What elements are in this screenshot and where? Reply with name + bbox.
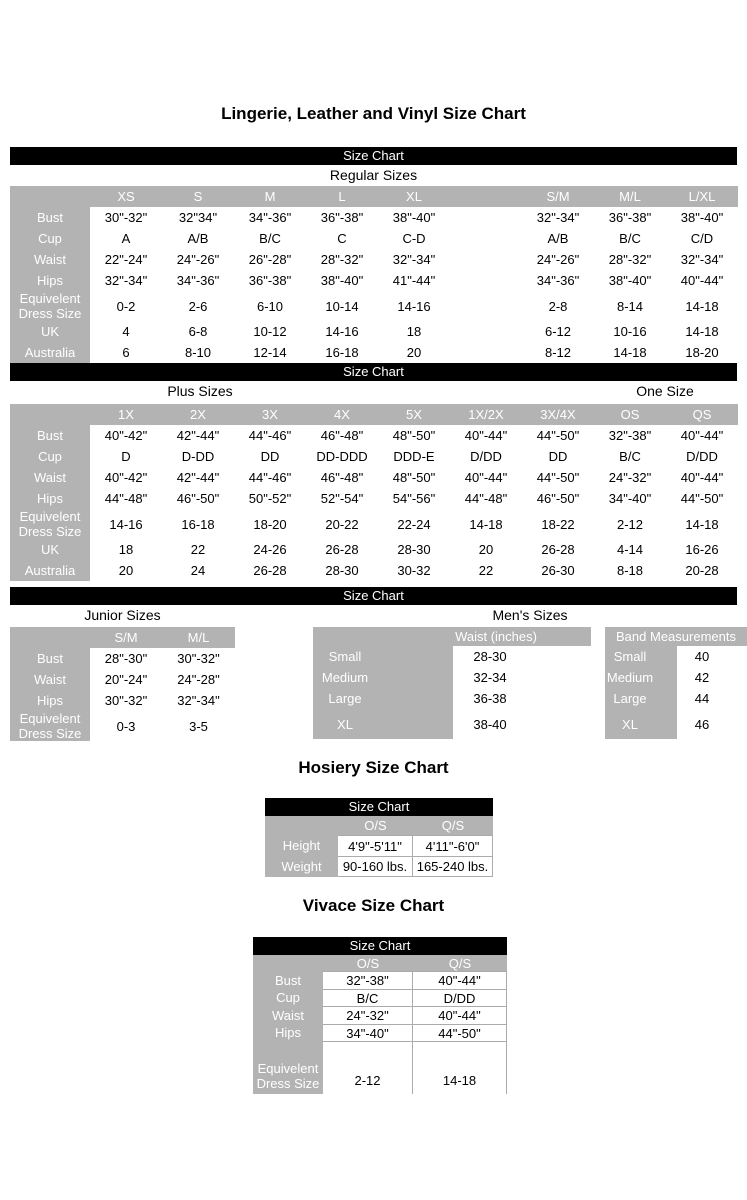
table-cell: A bbox=[90, 228, 162, 249]
table-cell: 30-32 bbox=[378, 560, 450, 581]
row-label: Medium bbox=[605, 667, 677, 688]
table-cell: C-D bbox=[378, 228, 450, 249]
table-cell: 26-28 bbox=[234, 560, 306, 581]
mens-table-gap bbox=[591, 646, 605, 667]
table-cell: D/DD bbox=[450, 446, 522, 467]
table-cell: 22 bbox=[162, 539, 234, 560]
table-cell: 6-8 bbox=[162, 321, 234, 342]
table-cell: 14-18 bbox=[666, 509, 738, 539]
table-cell: 18-20 bbox=[234, 509, 306, 539]
table-cell: 40"-44" bbox=[450, 467, 522, 488]
table-cell: B/C bbox=[594, 446, 666, 467]
table-cell: 24"-32" bbox=[594, 467, 666, 488]
table-cell: 38"-40" bbox=[378, 207, 450, 228]
mens-sizes-title: Men's Sizes bbox=[492, 607, 568, 623]
hosiery-table bbox=[265, 816, 493, 877]
table-cell: 24"-28" bbox=[162, 669, 235, 690]
column-header: 4X bbox=[306, 404, 378, 425]
column-header: O/S bbox=[338, 816, 413, 835]
table-cell: 14-18 bbox=[450, 509, 522, 539]
table-cell: 40"-44" bbox=[413, 971, 507, 989]
table-cell: 46"-50" bbox=[522, 488, 594, 509]
table-cell: 42"-44" bbox=[162, 467, 234, 488]
table-cell: 26"-28" bbox=[234, 249, 306, 270]
table-cell: 2-12 bbox=[323, 1041, 413, 1094]
table-cell: B/C bbox=[234, 228, 306, 249]
table-cell: 32"-38" bbox=[323, 971, 413, 989]
column-header: L bbox=[306, 186, 378, 207]
table-cell: 40"-44" bbox=[666, 425, 738, 446]
table-cell: 48"-50" bbox=[378, 467, 450, 488]
table-cell bbox=[450, 270, 522, 291]
regular-sizes-title: Regular Sizes bbox=[329, 167, 418, 183]
table-cell: DD bbox=[522, 446, 594, 467]
column-header: L/XL bbox=[666, 186, 738, 207]
table-cell: 10-12 bbox=[234, 321, 306, 342]
table-cell: 24-26 bbox=[234, 539, 306, 560]
regular-sizes-table bbox=[10, 186, 737, 363]
row-label: Hips bbox=[10, 690, 90, 711]
table-cell: 22"-24" bbox=[90, 249, 162, 270]
table-cell: 50"-52" bbox=[234, 488, 306, 509]
table-cell: 32"-34" bbox=[162, 690, 235, 711]
column-header: XS bbox=[90, 186, 162, 207]
column-header: Q/S bbox=[413, 816, 493, 835]
column-header: 2X bbox=[162, 404, 234, 425]
row-label: Bust bbox=[10, 207, 90, 228]
column-header: M/L bbox=[594, 186, 666, 207]
table-cell: C/D bbox=[666, 228, 738, 249]
table-cell: 24 bbox=[162, 560, 234, 581]
column-header: XL bbox=[378, 186, 450, 207]
table-cell: 6 bbox=[90, 342, 162, 363]
column-header: M/L bbox=[162, 627, 235, 648]
table-cell: 36"-38" bbox=[306, 207, 378, 228]
table-cell: 28"-32" bbox=[306, 249, 378, 270]
table-cell: 36"-38" bbox=[594, 207, 666, 228]
one-size-title: One Size bbox=[636, 383, 694, 399]
table-cell: 8-14 bbox=[594, 291, 666, 321]
table-cell: 34"-40" bbox=[594, 488, 666, 509]
table-cell bbox=[450, 228, 522, 249]
table-cell: 18 bbox=[378, 321, 450, 342]
table-cell: 2-8 bbox=[522, 291, 594, 321]
table-cell: DDD-E bbox=[378, 446, 450, 467]
table-cell: D-DD bbox=[162, 446, 234, 467]
column-header bbox=[10, 186, 90, 207]
table-cell: 34"-36" bbox=[162, 270, 234, 291]
plus-sizes-title: Plus Sizes bbox=[167, 383, 233, 399]
column-header: S/M bbox=[522, 186, 594, 207]
table-cell: 44"-46" bbox=[234, 425, 306, 446]
table-cell: 40"-44" bbox=[450, 425, 522, 446]
table-cell: A/B bbox=[162, 228, 234, 249]
mens-table-gap bbox=[591, 688, 605, 709]
row-label: XL bbox=[605, 709, 677, 739]
row-label: Waist bbox=[253, 1006, 323, 1024]
table-cell: 20 bbox=[90, 560, 162, 581]
table-cell: 24"-32" bbox=[323, 1006, 413, 1024]
size-chart-page bbox=[10, 0, 737, 1094]
row-label: Large bbox=[605, 688, 677, 709]
column-header: M bbox=[234, 186, 306, 207]
table-cell: 46"-48" bbox=[306, 425, 378, 446]
table-cell: 8-10 bbox=[162, 342, 234, 363]
table-cell: 14-16 bbox=[306, 321, 378, 342]
table-cell: 46"-50" bbox=[162, 488, 234, 509]
junior-sizes-title: Junior Sizes bbox=[84, 607, 161, 623]
vivace-section bbox=[253, 937, 507, 1094]
junior-sizes-section bbox=[10, 606, 235, 741]
row-label: Cup bbox=[10, 446, 90, 467]
table-cell: 44"-50" bbox=[413, 1024, 507, 1041]
table-cell: 20 bbox=[450, 539, 522, 560]
table-cell: 32"-34" bbox=[90, 270, 162, 291]
corner-header bbox=[253, 955, 323, 971]
table-cell: 18-20 bbox=[666, 342, 738, 363]
table-cell: C bbox=[306, 228, 378, 249]
table-cell bbox=[450, 291, 522, 321]
column-header: 3X bbox=[234, 404, 306, 425]
table-cell: 3-5 bbox=[162, 711, 235, 741]
table-cell: 165-240 lbs. bbox=[413, 856, 493, 877]
table-cell: 8-12 bbox=[522, 342, 594, 363]
table-cell: 41"-44" bbox=[378, 270, 450, 291]
table-cell: 34"-36" bbox=[522, 270, 594, 291]
table-cell: 20-28 bbox=[666, 560, 738, 581]
table-cell: 10-16 bbox=[594, 321, 666, 342]
table-cell: 16-18 bbox=[162, 509, 234, 539]
table-cell: 44"-50" bbox=[522, 425, 594, 446]
table-cell: A/B bbox=[522, 228, 594, 249]
plus-sizes-table bbox=[10, 404, 737, 581]
table-cell: 32"-34" bbox=[378, 249, 450, 270]
table-cell: 18-22 bbox=[522, 509, 594, 539]
mens-table-gap bbox=[591, 627, 605, 646]
table-cell: 34"-36" bbox=[234, 207, 306, 228]
table-cell: 22-24 bbox=[378, 509, 450, 539]
column-header: 3X/4X bbox=[522, 404, 594, 425]
table-cell: 26-28 bbox=[522, 539, 594, 560]
table-cell bbox=[450, 342, 522, 363]
table-cell: 38"-40" bbox=[666, 207, 738, 228]
table-cell: 20-22 bbox=[306, 509, 378, 539]
table-cell: D/DD bbox=[413, 989, 507, 1006]
row-label: Cup bbox=[253, 989, 323, 1006]
junior-mens-row bbox=[10, 606, 737, 741]
table-cell bbox=[450, 207, 522, 228]
row-label: UK bbox=[10, 321, 90, 342]
table-cell: 42 bbox=[677, 667, 747, 688]
row-label: Waist bbox=[10, 669, 90, 690]
table-cell: 14-18 bbox=[666, 291, 738, 321]
column-header: QS bbox=[666, 404, 738, 425]
row-label: Weight bbox=[265, 856, 338, 877]
row-label: Cup bbox=[10, 228, 90, 249]
mens-sizes-section bbox=[313, 606, 747, 741]
table-cell: 32"-38" bbox=[594, 425, 666, 446]
table-cell: DD bbox=[234, 446, 306, 467]
table-cell: 4-14 bbox=[594, 539, 666, 560]
table-cell: 44"-46" bbox=[234, 467, 306, 488]
corner-header bbox=[265, 816, 338, 835]
column-header: Q/S bbox=[413, 955, 507, 971]
table-cell: DD-DDD bbox=[306, 446, 378, 467]
table-cell: 44 bbox=[677, 688, 747, 709]
row-label: Bust bbox=[10, 648, 90, 669]
table-cell: 28-30 bbox=[453, 646, 591, 667]
column-header: 1X bbox=[90, 404, 162, 425]
row-label: Australia bbox=[10, 342, 90, 363]
table-cell: 4'11"-6'0" bbox=[413, 835, 493, 856]
table-cell: 2-6 bbox=[162, 291, 234, 321]
table-cell: 40"-44" bbox=[666, 467, 738, 488]
table-cell: 14-18 bbox=[413, 1041, 507, 1094]
mens-sizes-table bbox=[313, 627, 747, 739]
column-header bbox=[10, 404, 90, 425]
table-cell: 48"-50" bbox=[378, 425, 450, 446]
size-chart-bar-hosiery: Size Chart bbox=[265, 798, 493, 816]
table-cell: 42"-44" bbox=[162, 425, 234, 446]
table-cell: 38-40 bbox=[453, 709, 591, 739]
row-label: Small bbox=[605, 646, 677, 667]
row-label: XL bbox=[313, 709, 453, 739]
table-cell: 32"-34" bbox=[522, 207, 594, 228]
table-cell: 28-30 bbox=[306, 560, 378, 581]
row-label: Hips bbox=[253, 1024, 323, 1041]
mens-table-gap bbox=[591, 667, 605, 688]
row-label: Bust bbox=[253, 971, 323, 989]
column-header: 1X/2X bbox=[450, 404, 522, 425]
row-label: Bust bbox=[10, 425, 90, 446]
vivace-chart-title: Vivace Size Chart bbox=[302, 896, 445, 915]
table-cell: 0-2 bbox=[90, 291, 162, 321]
table-cell: 52"-54" bbox=[306, 488, 378, 509]
row-label: Hips bbox=[10, 270, 90, 291]
table-cell: 6-10 bbox=[234, 291, 306, 321]
table-cell: D bbox=[90, 446, 162, 467]
table-cell: 32-34 bbox=[453, 667, 591, 688]
table-cell: 4 bbox=[90, 321, 162, 342]
table-cell: 32"-34" bbox=[666, 249, 738, 270]
table-cell: 20"-24" bbox=[90, 669, 162, 690]
table-cell: 40"-44" bbox=[413, 1006, 507, 1024]
table-cell: 28"-32" bbox=[594, 249, 666, 270]
table-cell: D/DD bbox=[666, 446, 738, 467]
table-cell: B/C bbox=[323, 989, 413, 1006]
row-label: Waist bbox=[10, 249, 90, 270]
size-chart-bar-regular: Size Chart bbox=[10, 147, 737, 165]
plus-one-size-title-row bbox=[10, 383, 737, 402]
row-label: Hips bbox=[10, 488, 90, 509]
row-label: Height bbox=[265, 835, 338, 856]
table-cell: 24"-26" bbox=[162, 249, 234, 270]
row-label: Equivelent Dress Size bbox=[253, 1041, 323, 1094]
table-cell: 26-30 bbox=[522, 560, 594, 581]
column-header: S/M bbox=[90, 627, 162, 648]
table-cell: 4'9"-5'11" bbox=[338, 835, 413, 856]
row-label: Medium bbox=[313, 667, 453, 688]
table-cell: 40"-42" bbox=[90, 467, 162, 488]
table-cell: 46 bbox=[677, 709, 747, 739]
table-cell: 8-18 bbox=[594, 560, 666, 581]
row-label: Australia bbox=[10, 560, 90, 581]
hosiery-section bbox=[265, 798, 493, 877]
size-chart-bar-junior-mens: Size Chart bbox=[10, 587, 737, 605]
table-cell: B/C bbox=[594, 228, 666, 249]
table-cell bbox=[450, 249, 522, 270]
row-label: Equivelent Dress Size bbox=[10, 509, 90, 539]
table-cell: 14-18 bbox=[594, 342, 666, 363]
table-cell: 28-30 bbox=[378, 539, 450, 560]
table-cell: 40"-42" bbox=[90, 425, 162, 446]
column-header: O/S bbox=[323, 955, 413, 971]
table-cell: 44"-48" bbox=[450, 488, 522, 509]
row-label: Equivelent Dress Size bbox=[10, 291, 90, 321]
table-cell: 18 bbox=[90, 539, 162, 560]
column-header bbox=[10, 627, 90, 648]
table-cell: 0-3 bbox=[90, 711, 162, 741]
size-chart-bar-vivace: Size Chart bbox=[253, 937, 507, 955]
column-header: S bbox=[162, 186, 234, 207]
table-cell: 38"-40" bbox=[594, 270, 666, 291]
table-cell: 44"-50" bbox=[522, 467, 594, 488]
table-cell: 14-16 bbox=[90, 509, 162, 539]
table-cell: 16-26 bbox=[666, 539, 738, 560]
table-cell: 40 bbox=[677, 646, 747, 667]
table-cell: 6-12 bbox=[522, 321, 594, 342]
table-cell: 16-18 bbox=[306, 342, 378, 363]
table-cell: 36"-38" bbox=[234, 270, 306, 291]
row-label: UK bbox=[10, 539, 90, 560]
junior-sizes-table bbox=[10, 627, 235, 741]
table-cell: 14-18 bbox=[666, 321, 738, 342]
table-cell: 2-12 bbox=[594, 509, 666, 539]
table-cell: 36-38 bbox=[453, 688, 591, 709]
page-title: Lingerie, Leather and Vinyl Size Chart bbox=[221, 104, 526, 123]
column-header bbox=[450, 186, 522, 207]
column-header: 5X bbox=[378, 404, 450, 425]
waist-inches-header: Waist (inches) bbox=[313, 627, 591, 646]
table-cell: 38"-40" bbox=[306, 270, 378, 291]
table-cell: 34"-40" bbox=[323, 1024, 413, 1041]
table-cell: 40"-44" bbox=[666, 270, 738, 291]
table-cell: 20 bbox=[378, 342, 450, 363]
table-cell bbox=[450, 321, 522, 342]
table-cell: 28"-30" bbox=[90, 648, 162, 669]
row-label: Large bbox=[313, 688, 453, 709]
size-chart-bar-plus: Size Chart bbox=[10, 363, 737, 381]
hosiery-chart-title: Hosiery Size Chart bbox=[298, 758, 449, 777]
table-cell: 30"-32" bbox=[90, 207, 162, 228]
table-cell: 90-160 lbs. bbox=[338, 856, 413, 877]
table-cell: 12-14 bbox=[234, 342, 306, 363]
table-cell: 54"-56" bbox=[378, 488, 450, 509]
table-cell: 30"-32" bbox=[162, 648, 235, 669]
table-cell: 44"-48" bbox=[90, 488, 162, 509]
table-cell: 30"-32" bbox=[90, 690, 162, 711]
table-cell: 24"-26" bbox=[522, 249, 594, 270]
table-cell: 10-14 bbox=[306, 291, 378, 321]
band-measurements-header: Band Measurements bbox=[605, 627, 747, 646]
table-cell: 26-28 bbox=[306, 539, 378, 560]
row-label: Equivelent Dress Size bbox=[10, 711, 90, 741]
mens-table-gap bbox=[591, 709, 605, 739]
row-label: Waist bbox=[10, 467, 90, 488]
vivace-table bbox=[253, 955, 507, 1094]
column-header: OS bbox=[594, 404, 666, 425]
table-cell: 44"-50" bbox=[666, 488, 738, 509]
table-cell: 22 bbox=[450, 560, 522, 581]
table-cell: 14-16 bbox=[378, 291, 450, 321]
table-cell: 46"-48" bbox=[306, 467, 378, 488]
row-label: Small bbox=[313, 646, 453, 667]
table-cell: 32"34" bbox=[162, 207, 234, 228]
